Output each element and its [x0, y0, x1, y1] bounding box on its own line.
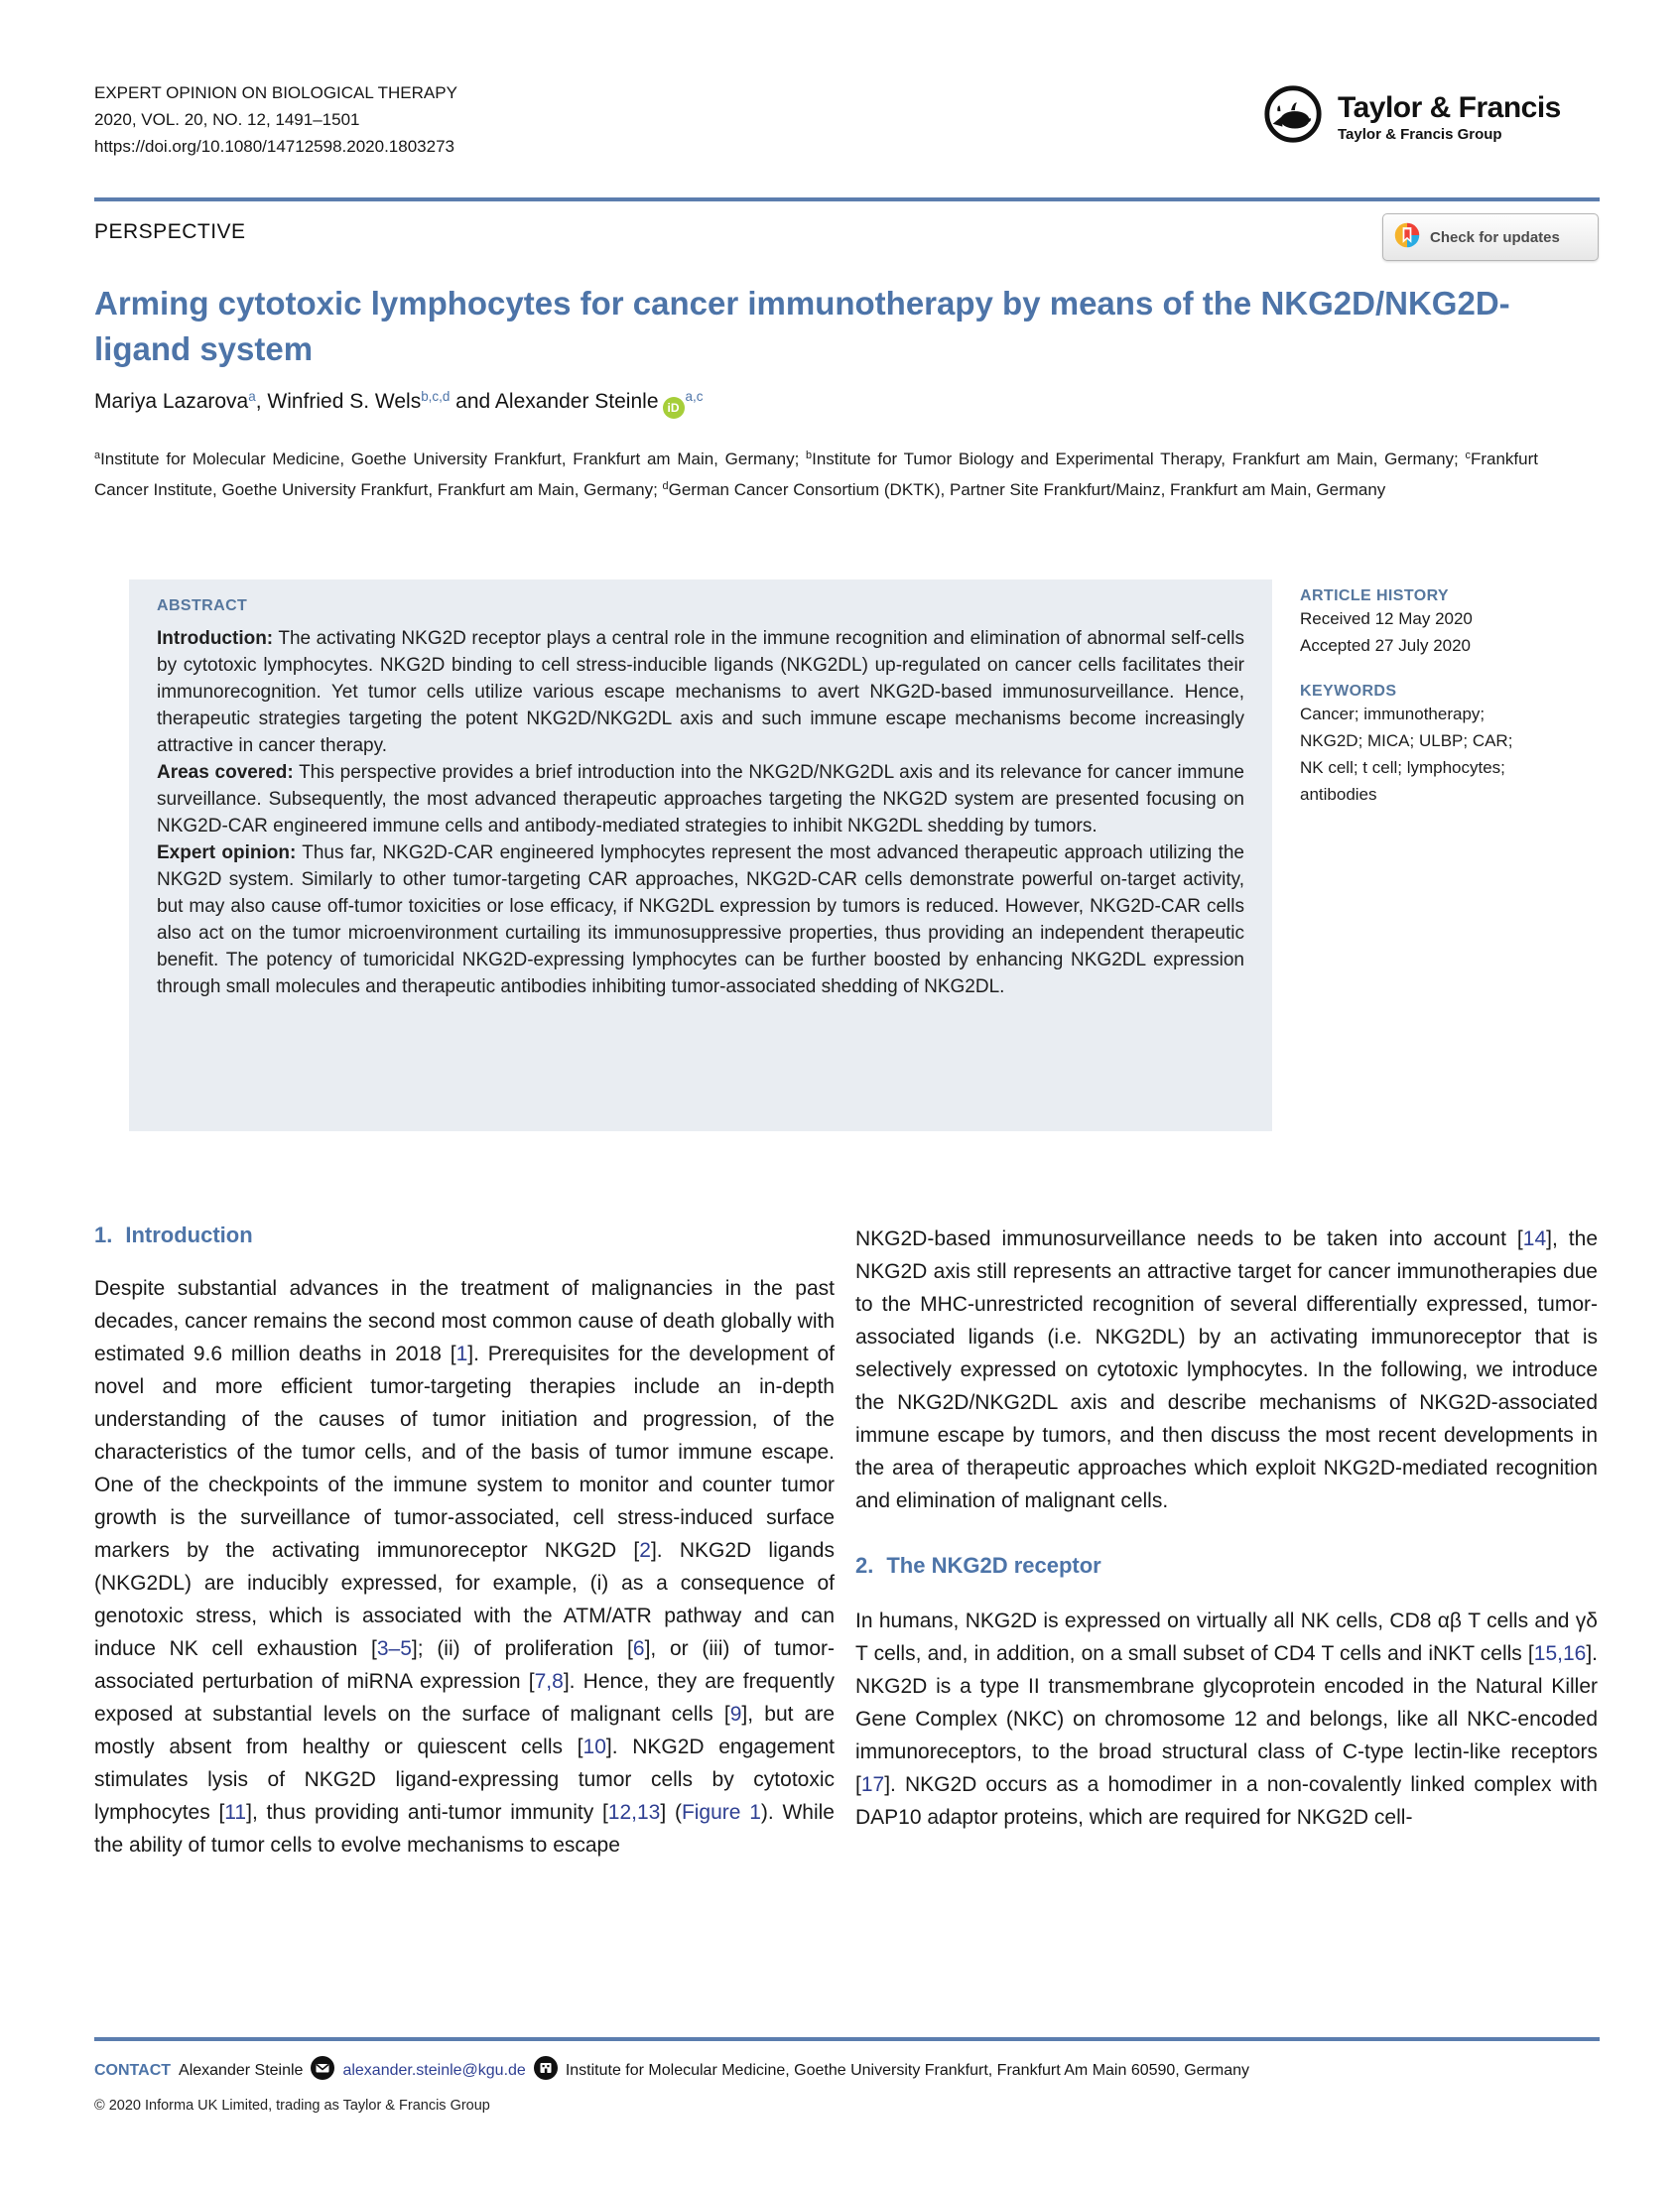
contact-label: CONTACT: [94, 2061, 172, 2079]
orcid-icon[interactable]: iD: [663, 397, 685, 419]
abstract-areas-covered: Areas covered: This perspective provides a brief introduction into the NKG2D/NKG2DL axis and its relevance for cancer immune surveillance. Subsequently, the most advanced therapeutic approaches targeting the NKG2D system are presented focusing on NKG2D-CAR engineered immune cells and antibody-mediated strategies to inhibit NKG2DL shedding by tumors.: [157, 762, 1244, 837]
citation-link[interactable]: 1: [455, 1343, 468, 1365]
section-number: 2.: [855, 1553, 874, 1578]
check-for-updates-button[interactable]: [1382, 213, 1599, 261]
author-list: Mariya Lazarova$^a$, Winfried S. Wels$^{b,c,d}$ and Alexander Steinle iD$^{a,c}$: [94, 390, 703, 419]
citation-link[interactable]: 6: [632, 1637, 645, 1660]
affiliations: $^a$Institute for Molecular Medicine, Goethe University Frankfurt, Frankfurt am Main, Germany; $^b$Institute for Tumor Biology and Experimental Therapy, Frankfurt am Main, Germany; $^c$Frankfurt Cancer Institute, Goethe University Frankfurt, Frankfurt am Main, Germany; $^d$German Cancer Consortium (DKTK), Partner Site Frankfurt/Mainz, Frankfurt am Main, Germany: [94, 450, 1538, 499]
body-column-left: [94, 1223, 835, 1862]
nkg2d-receptor-paragraph: In humans, NKG2D is expressed on virtually all NK cells, CD8 αβ T cells and γδ T cells, and, in addition, on a small subset of CD4 T cells and iNKT cells [15,16]. NKG2D is a type II transmembrane glycoprotein encoded in the Natural Killer Gene Complex (NKC) on chromosome 12 and belongs, like all NKC-encoded immunoreceptors, to the broad structural class of C-type lectin-like receptors [17]. NKG2D occurs as a homodimer in a non-covalently linked complex with DAP10 adaptor proteins, which are required for NKG2D cell-: [855, 1609, 1598, 1829]
citation-link[interactable]: 7,8: [534, 1670, 564, 1693]
introduction-paragraph-continued: NKG2D-based immunosurveillance needs to be taken into account [14], the NKG2D axis still represents an attractive target for cancer immunotherapies due to the MHC-unrestricted recognition of several differentially expressed, tumor-associated ligands (i.e. NKG2DL) by an activating immunoreceptor that is selectively expressed on cytotoxic lymphocytes. In the following, we introduce the NKG2D/NKG2DL axis and describe mechanisms of NKG2D-associated immune escape by tumors, and then discuss the most recent developments in the area of therapeutic approaches which exploit NKG2D-mediated recognition and elimination of malignant cells.: [855, 1227, 1598, 1512]
citation-link[interactable]: 11: [224, 1801, 247, 1824]
copyright-line: © 2020 Informa UK Limited, trading as Taylor & Francis Group: [94, 2098, 490, 2114]
keywords-heading: KEYWORDS: [1300, 683, 1397, 700]
keywords-block: [1300, 683, 1530, 808]
body-column-right: [855, 1223, 1598, 1834]
publisher-wordmark: [1338, 91, 1561, 143]
doi-link[interactable]: https://doi.org/10.1080/14712598.2020.1803273: [94, 137, 454, 156]
citation-link[interactable]: 15,16: [1533, 1642, 1587, 1665]
citation-link[interactable]: 9: [729, 1703, 742, 1726]
section-heading-introduction: [94, 1223, 835, 1248]
abstract-introduction: Introduction: The activating NKG2D receptor plays a central role in the immune recognition and elimination of abnormal self-cells by cytotoxic lymphocytes. NKG2D binding to cell stress-inducible ligands (NKG2DL) up-regulated on cancer cells facilitates their immunorecognition. Yet tumor cells utilize various escape mechanisms to avert NKG2D-based immunosurveillance. Hence, therapeutic strategies targeting the potent NKG2D/NKG2DL axis and such immune escape mechanisms become increasingly attractive in cancer therapy.: [157, 628, 1244, 756]
contact-line: [94, 2056, 1600, 2085]
citation-link[interactable]: 14: [1522, 1227, 1547, 1250]
section-number: 1.: [94, 1223, 113, 1247]
section-title: Introduction: [125, 1223, 253, 1247]
contact-name: Alexander Steinle: [179, 2061, 304, 2079]
article-history-heading: ARTICLE HISTORY: [1300, 587, 1450, 604]
article-title: Arming cytotoxic lymphocytes for cancer immunotherapy by means of the NKG2D/NKG2D-ligand system: [94, 285, 1510, 367]
keywords-list: Cancer; immunotherapy; NKG2D; MICA; ULBP; CAR; NK cell; t cell; lymphocytes; antibodies: [1300, 705, 1513, 804]
abstract-box: [129, 579, 1272, 1131]
header-divider: [94, 197, 1600, 201]
publisher-name: Taylor & Francis: [1338, 90, 1561, 124]
citation-link[interactable]: 2: [639, 1539, 651, 1562]
article-meta-sidebar: [1300, 587, 1530, 832]
citation-link[interactable]: 10: [582, 1736, 606, 1758]
journal-info: [94, 79, 457, 160]
taylor-francis-logo-icon: [1262, 83, 1324, 150]
abstract-heading: ABSTRACT: [157, 597, 248, 614]
publisher-logo: [1262, 83, 1561, 150]
section-heading-nkg2d-receptor: [855, 1553, 1598, 1579]
article-history: [1300, 587, 1530, 659]
abstract-expert-opinion: Expert opinion: Thus far, NKG2D-CAR engineered lymphocytes represent the most advanced therapeutic approach utilizing the NKG2D system. Similarly to other tumor-targeting CAR approaches, NKG2D-CAR cells demonstrate powerful on-target activity, but may also cause off-tumor toxicities or lose efficacy, if NKG2DL expression by tumors is reduced. However, NKG2D-CAR cells also act on the tumor microenvironment curtailing its immunosuppressive properties, thus providing an independent therapeutic benefit. The potency of tumoricidal NKG2D-expressing lymphocytes can be further boosted by enhancing NKG2DL expression through small molecules and therapeutic antibodies inhibiting tumor-associated shedding of NKG2DL.: [157, 842, 1244, 997]
contact-address: Institute for Molecular Medicine, Goethe University Frankfurt, Frankfurt Am Main 60590, Germany: [565, 2061, 1249, 2079]
email-link[interactable]: alexander.steinle@kgu.de: [342, 2061, 526, 2079]
article-type-label: PERSPECTIVE: [94, 220, 246, 243]
journal-issue: 2020, VOL. 20, NO. 12, 1491–1501: [94, 110, 360, 129]
journal-name: EXPERT OPINION ON BIOLOGICAL THERAPY: [94, 83, 457, 102]
citation-link[interactable]: 12,13: [607, 1801, 661, 1824]
section-title: The NKG2D receptor: [886, 1553, 1101, 1578]
crossmark-icon: [1393, 221, 1421, 254]
received-date: Received 12 May 2020: [1300, 609, 1473, 628]
footer-divider: [94, 2037, 1600, 2041]
citation-link[interactable]: 17: [860, 1773, 885, 1796]
citation-link[interactable]: 3–5: [376, 1637, 412, 1660]
institution-icon: [534, 2056, 558, 2085]
introduction-paragraph: Despite substantial advances in the treatment of malignancies in the past decades, cancer remains the second most common cause of death globally with estimated 9.6 million deaths in 2018 [1]. Prerequisites for the development of novel and more efficient tumor-targeting therapies include an in-depth understanding of the causes of tumor initiation and progression, of the characteristics of the tumor cells, and of the basis of tumor immune escape. One of the checkpoints of the immune system to monitor and counter tumor growth is the surveillance of tumor-associated, cell stress-induced surface markers by the activating immunoreceptor NKG2D [2]. NKG2D ligands (NKG2DL) are inducibly expressed, for example, (i) as a consequence of genotoxic stress, which is associated with the ATM/ATR pathway and can induce NK cell exhaustion [3–5]; (ii) of proliferation [6], or (iii) of tumor-associated perturbation of miRNA expression [7,8]. Hence, they are frequently exposed at substantial levels on the surface of malignant cells [9], but are mostly absent from healthy or quiescent cells [10]. NKG2D engagement stimulates lysis of NKG2D ligand-expressing tumor cells by cytotoxic lymphocytes [11], thus providing anti-tumor immunity [12,13] (Figure 1). While the ability of tumor cells to evolve mechanisms to escape: [94, 1277, 836, 1857]
figure-link[interactable]: Figure 1: [681, 1801, 761, 1824]
check-for-updates-label: Check for updates: [1430, 228, 1560, 246]
email-icon: [311, 2056, 334, 2085]
publisher-group: Taylor & Francis Group: [1338, 125, 1502, 143]
accepted-date: Accepted 27 July 2020: [1300, 636, 1472, 655]
